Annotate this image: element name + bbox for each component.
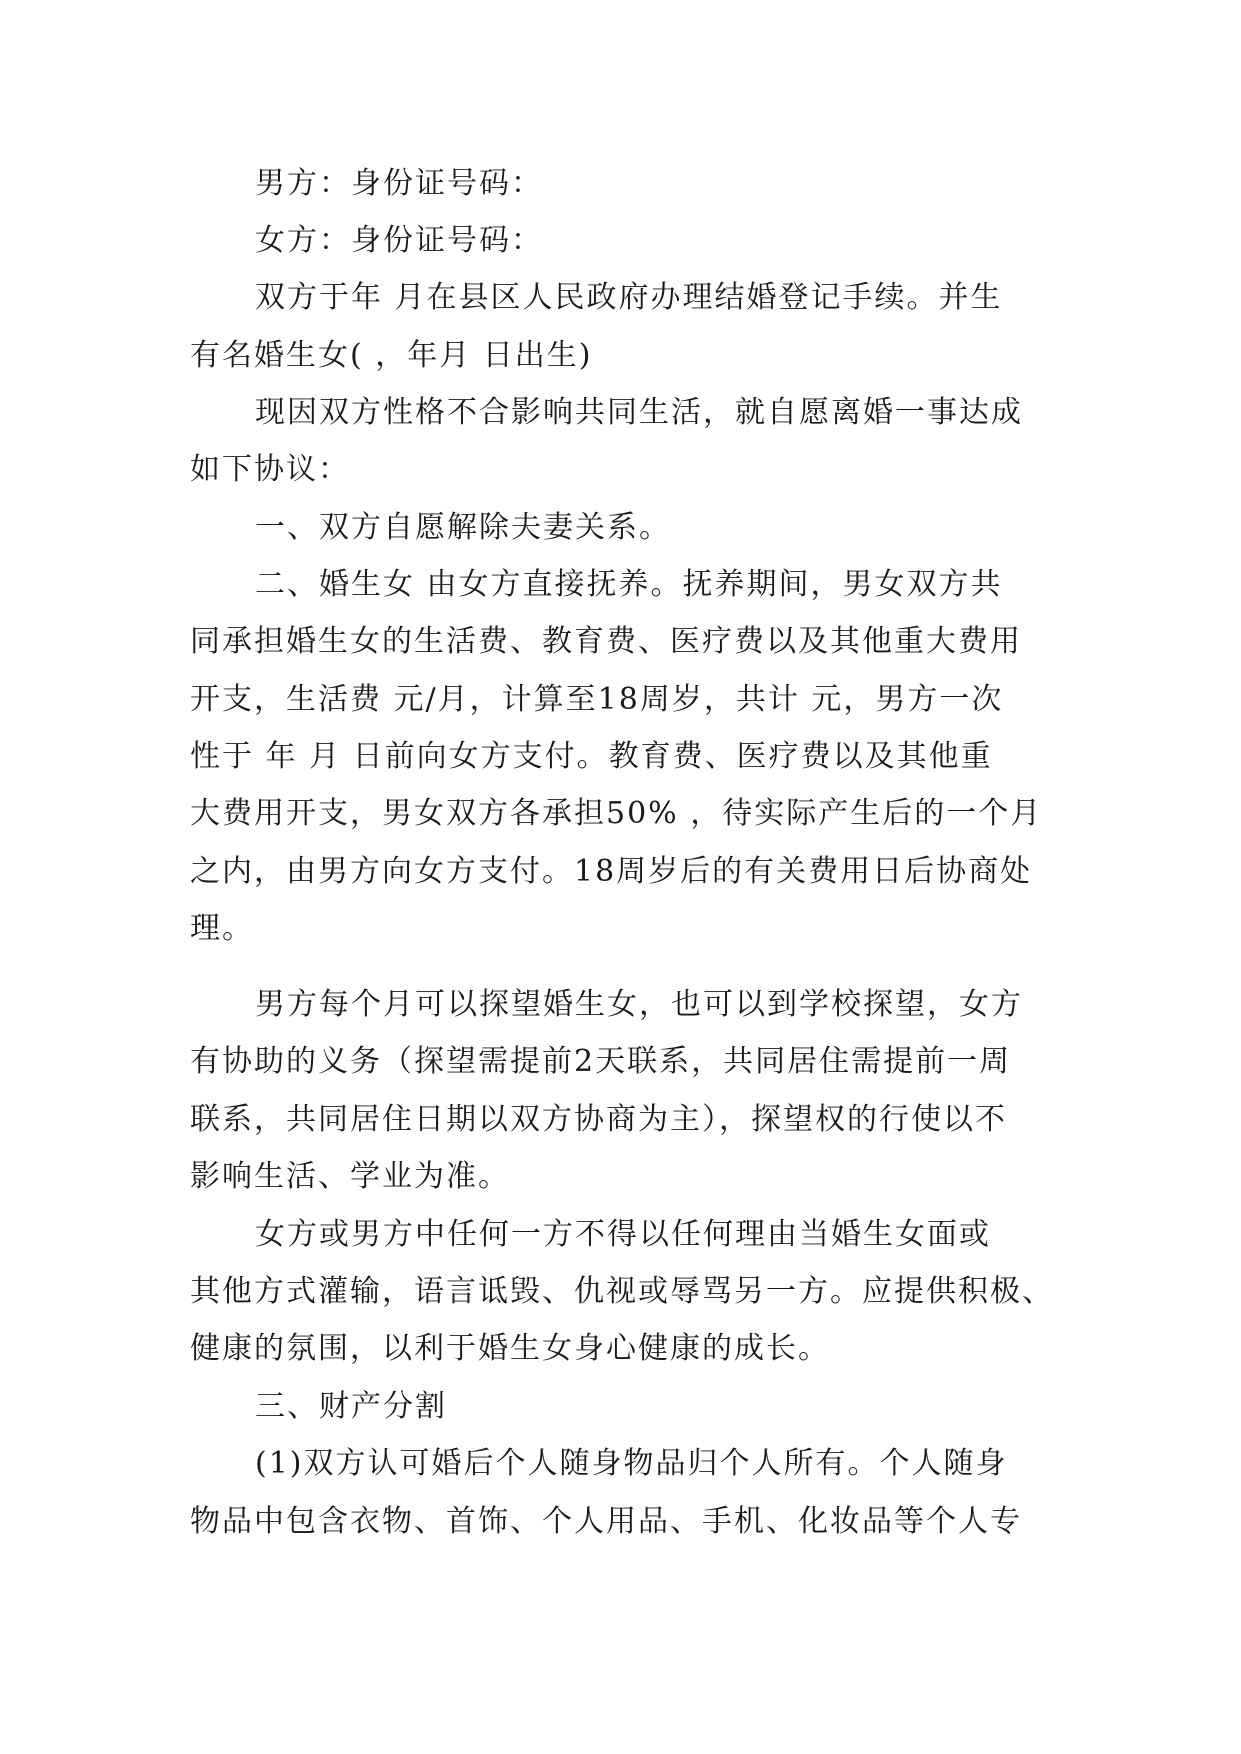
clause-3-heading: 三、财产分割	[255, 1389, 447, 1424]
male-id-line: 男方：身份证号码：	[255, 166, 543, 201]
paragraph-marriage-line-1: 双方于年 月在县区人民政府办理结婚登记手续。并生	[255, 280, 1003, 315]
conduct-line-1: 女方或男方中任何一方不得以任何理由当婚生女面或	[255, 1217, 991, 1252]
conduct-line-2: 其他方式灌输，语言诋毁、仇视或辱骂另一方。应提供积极、	[190, 1274, 1054, 1309]
clause-2-line-7: 理。	[190, 911, 254, 946]
conduct-line-3: 健康的氛围，以利于婚生女身心健康的成长。	[190, 1331, 830, 1366]
female-id-line: 女方：身份证号码：	[255, 223, 543, 258]
paragraph-reason-line-1: 现因双方性格不合影响共同生活，就自愿离婚一事达成	[255, 395, 1023, 430]
property-item-1-line-1: (1)双方认可婚后个人随身物品归个人所有。个人随身	[255, 1446, 1008, 1481]
clause-1: 一、双方自愿解除夫妻关系。	[255, 510, 671, 545]
visitation-line-2: 有协助的义务（探望需提前2天联系，共同居住需提前一周	[190, 1044, 1012, 1079]
visitation-line-3: 联系，共同居住日期以双方协商为主），探望权的行使以不	[190, 1102, 1007, 1137]
clause-2-line-5: 大费用开支，男女双方各承担50% ，待实际产生后的一个月	[190, 796, 1043, 831]
clause-2-line-4: 性于 年 月 日前向女方支付。教育费、医疗费以及其他重	[190, 739, 993, 774]
paragraph-reason-line-2: 如下协议：	[190, 452, 350, 487]
clause-2-line-6: 之内，由男方向女方支付。18周岁后的有关费用日后协商处	[190, 854, 1033, 889]
clause-2-line-3: 开支，生活费 元/月，计算至18周岁，共计 元，男方一次	[190, 682, 1004, 717]
property-item-1-line-2: 物品中包含衣物、首饰、个人用品、手机、化妆品等个人专	[190, 1504, 1022, 1539]
visitation-line-4: 影响生活、学业为准。	[190, 1159, 510, 1194]
paragraph-marriage-line-2: 有名婚生女( ，年月 日出生)	[190, 338, 593, 373]
clause-2-line-2: 同承担婚生女的生活费、教育费、医疗费以及其他重大费用	[190, 624, 1022, 659]
visitation-line-1: 男方每个月可以探望婚生女，也可以到学校探望，女方	[255, 987, 1023, 1022]
clause-2-line-1: 二、婚生女 由女方直接抚养。抚养期间，男女双方共	[255, 567, 1003, 602]
